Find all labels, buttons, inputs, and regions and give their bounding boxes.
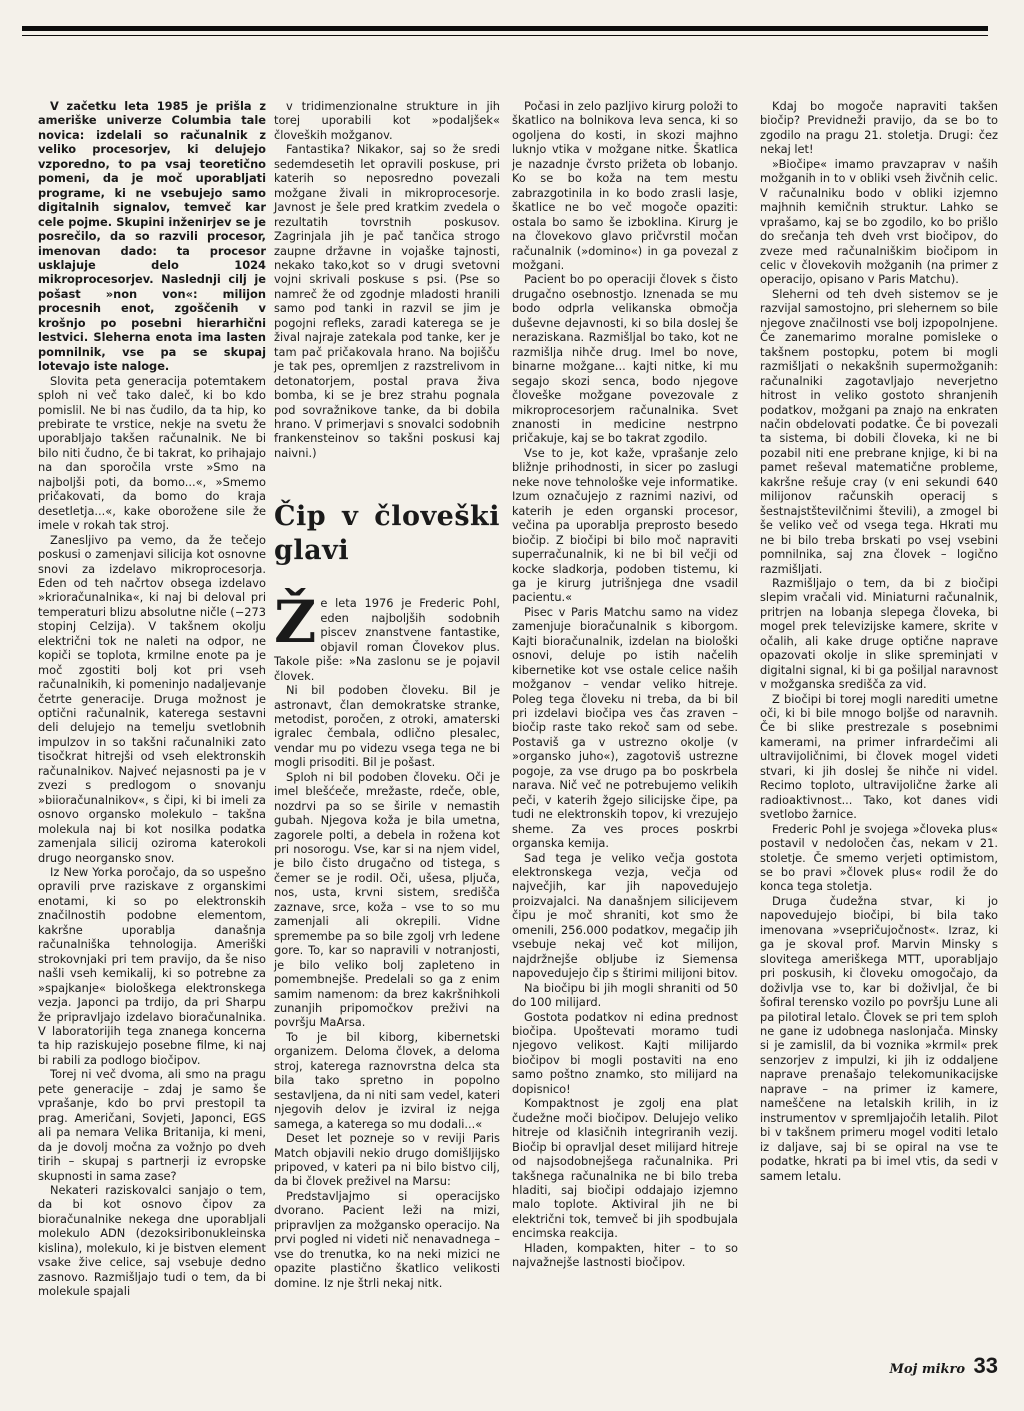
paragraph: Torej ni več dvoma, ali smo na pragu pete generacije – zdaj je samo še vprašanje, kdo bo prvi prestopil ta prag. Američani, Sovjeti, Japonci, EGS ali pa nemara Velika Britanija, ki meni, da je dovolj močna za vožnjo po dveh tirih – skupaj s partnerji iz evropske skupnosti in sama zase?	[38, 1067, 266, 1183]
paragraph: Predstavljajmo si operacijsko dvorano. Pacient leži na mizi, pripravljen za možgansko operacijo. Na prvi pogled ni videti nič nenavadnega – vse do trenutka, ko na neki mizici ne opazite plastično škatlico velikosti domine. Iz nje štrli nekaj nitk.	[274, 1188, 500, 1290]
section-heading: Čip v človeški glavi	[274, 501, 500, 567]
paragraph: Pisec v Paris Matchu samo na videz zamenjuje bioračunalnik s kiborgom. Kajti bioračunalnik, izdelan na biološki osnovi, deluje po istih načelih kibernetike kot vse ostale celice naših možganov – vendar veliko hitreje. Poleg tega človeku ni treba, da bi bil pri izdelavi biočipa ves čas zraven – biočip raste tako rekoč sam od sebe. Postaviš ga v ustrezno okolje (v »organsko juho«), zagotoviš ustrezne pogoje, za vse drugo pa bo poskrbela narava. Nič več ne potrebujemo velikih peči, v katerih žgejo silicijske čipe, pa tudi ne elektronskih topov, ki vrezujejo sheme. Za ves proces poskrbi organska kemija.	[512, 604, 738, 851]
paragraph: Sad tega je veliko večja gostota elektronskega vezja, večja od največjih, kar jih napovedujejo proizvajalci. Na današnjem silicijevem čipu je moč shraniti, kot smo že omenili, 256.000 podatkov, megačip jih vsebuje nekaj več kot milijon, najdržnejše obljube iz Siemensa napovedujejo čip s štirimi milijoni bitov.	[512, 850, 738, 981]
paragraph: Vse to je, kot kaže, vprašanje zelo bližnje prihodnosti, in sicer po zaslugi neke nove tehnološke veje informatike. Izum označujejo z raznimi nazivi, od katerih je eden organski procesor, večina pa uporablja preprosto besedo biočip. Z biočipi bi bilo moč napraviti superračunalnik, ki ne bi bil večji od kocke sladkorja, podoben tistemu, ki ga je kirurg jutrišnjega dne vsadil pacientu.«	[512, 445, 738, 605]
page-number: 33	[973, 1353, 998, 1378]
paragraph: Deset let pozneje so v reviji Paris Match objavili nekio drugo domišljijsko pripoved, v kateri pa ni bilo bistvo cilj, da bi človek preživel na Marsu:	[274, 1131, 500, 1189]
paragraph: Nekateri raziskovalci sanjajo o tem, da bi kot osnovo čipov za bioračunalnike nekega dne uporabljali molekulo ADN (dezoksiribonukleinska kislina), molekulo, ki je bistven element vsake žive celice, saj vsebuje dedno zasnovo. Razmišljajo tudi o tem, da bi molekule spajali	[38, 1182, 266, 1299]
paragraph: Razmišljajo o tem, da bi z biočipi slepim vračali vid. Miniaturni računalnik, pritrjen na lobanja slepega človeka, bi mogel prek televizijske kamere, skrite v očalih, ali kake druge optične naprave opazovati okolje in slike spreminjati v digitalni signal, ki bi ga pošiljal naravnost v možganska središča za vid.	[760, 575, 998, 692]
paragraph: Frederic Pohl je svojega »človeka plus« postavil v nedoločen čas, nekam v 21. stoletje. Če smemo verjeti optimistom, se bo pravi »človek plus« rodil že do konca tega stoletja.	[760, 821, 998, 894]
lead-paragraph: V začetku leta 1985 je prišla z ameriške univerze Columbia tale novica: izdelali so računalnik z veliko procesorjev, ki delujejo vzporedno, to pa vsaj teoretično pomeni, da je moč uporabljati programe, ki ne vsebujejo samo digitalnih signalov, temveč kar cele pojme. Skupini inženirjev se je posrečilo, da so razvili procesor, imenovan dado: ta procesor usklajuje delo 1024 mikroprocesorjev. Naslednji cilj je pošast »non von«: milijon procesnih enot, zgoščenih v krošnjo po posebni hierarhični lestvici. Sleherna enota ima lasten pomnilnik, vse pa se skupaj lotevajo iste naloge.	[38, 99, 266, 374]
paragraph: Kompaktnost je zgolj ena plat čudežne moči biočipov. Delujejo veliko hitreje od klasičnih integriranih vezij. Biočip bi opravljal deset milijard hitreje od najsodobnejšega računalnika. Pri takšnega računalnika ne bi bilo treba hladiti, saj biočipi oddajajo izjemno malo toplote. Aktiviral jih ne bi električni tok, temveč bi jih spodbujala encimska reakcija.	[512, 1096, 738, 1241]
top-rule-thin	[22, 35, 988, 36]
paragraph: Fantastika? Nikakor, saj so že sredi sedemdesetih let opravili poskuse, pri katerih so neposredno povezali možgane živali in mikroprocesorje. Javnost je šele pred kratkim zvedela o rezultatih tovrstnih poskusov. Zagrinjala jih je pač tančica strogo zaupne državne in vojaške tajnosti, nekako tako,kot so v drugi svetovni vojni skrivali poskuse s psi. (Pse so namreč že od zgodnje mladosti hranili samo pod tanki in razvil se jim je pogojni refleks, zaradi katerega se je žival najraje zatekala pod tanke, ker je tam pač pričakovala hrano. Na bojišču je tak pes, opremljen z razstrelivom in detonatorjem, postal prava živa bomba, ki se je brez strahu pognala pod sovražnikove tanke, da bi dobila hrano. V primerjavi s snovalci sodobnih frankensteinov so takšni poskusi kaj naivni.)	[274, 142, 500, 460]
paragraph: Ni bil podoben človeku. Bil je astronavt, član demokratske stranke, metodist, poročen, z otroki, amaterski igralec čembala, odlično plesalec, vendar mu po videzu vsega tega ne bi mogli prisoditi. Bil je pošast.	[274, 683, 500, 770]
paragraph: v tridimenzionalne strukture in jih torej uporabili kot »podaljšek« človeških možganov.	[274, 99, 500, 142]
paragraph: Pacient bo po operaciji človek s čisto drugačno osebnostjo. Iznenada se mu bodo odprla velikanska območja duševne dejavnosti, ki so bila doslej še neraziskana. Razmišljal bo tako, kot ne razmišlja nihče drug. Imel bo nove, binarne možgane... kajti nitke, ki mu segajo skozi senca, bodo njegove človeške možgane povezovale z mikroprocesorjem računalnika. Svet znanosti in medicine nestrpno pričakuje, kaj se bo takrat zgodilo.	[512, 272, 738, 446]
column-1	[38, 99, 266, 1299]
paragraph: Iz New Yorka poročajo, da so uspešno opravili prve raziskave z organskimi enotami, ki so po elektronskih značilnostih podobne elementom, kakršne uporablja današnja računalniška tehnologija. Ameriški strokovnjaki pri tem pravijo, da še niso našli vseh kemikalij, ki so potrebne za »spajkanje« biološkega elektronskega vezja. Japonci pa trdijo, da pri Sharpu že pripravljajo izdelavo bioračunalnika. V laboratorijih tega znanega koncerna ta hip raziskujejo posebne filme, ki naj bi rabili za podlogo biočipov.	[38, 865, 266, 1067]
paragraph: Kdaj bo mogoče napraviti takšen biočip? Previdneži pravijo, da se bo to zgodilo na pragu 21. stoletja. Drugi: čez nekaj let!	[760, 99, 998, 157]
page-footer	[890, 1353, 998, 1379]
paragraph: To je bil kiborg, kibernetski organizem. Deloma človek, a deloma stroj, katerega raznovrstna delca sta bila tako spretno in popolno sestavljena, da ni niti sam vedel, kateri njegovih delov je izviral iz nejga samega, a katerega so mu dodali...«	[274, 1029, 500, 1131]
paragraph: Sleherni od teh dveh sistemov se je razvijal samostojno, pri slehernem so bile njegove značilnosti vse bolj izpopolnjene. Če zanemarimo moralne pomisleke o takšnem postopku, potem bi mogli razmišljati o nekakšnih supermožganih: računalniki zagotavljajo neverjetno hitrost in veliko gostoto shranjenih podatkov, možgani pa znajo na enkraten način obdelovati podatke. Če bi povezali ta sistema, bi dobili človeka, ki ne bi pozabil niti ene prebrane knjige, ki bi na pamet reševal matematične probleme, kakršne rešuje cray (v eni sekundi 640 milijonov računskih operacij s šestnajstštevilčnimi števili), a zmogel bi še veliko več od vsega tega. Hkrati mu ne bi bilo treba brskati po vsej vsebini pomnilnika, saj zna človek – logično razmišljati.	[760, 286, 998, 576]
dropcap-paragraph	[274, 588, 500, 683]
paragraph: Sploh ni bil podoben človeku. Oči je imel blešćeče, mrežaste, rdeče, oble, nozdrvi pa so se širile v nemastih gubah. Njegova koža je bila umetna, zagorele polti, a debela in rožena kot pri nosorogu. Vse, kar si na njem videl, je bilo čisto drugačno od tistega, s čemer se je rodil. Oči, ušesa, pljuča, nos, usta, krvni sistem, središča zaznave, srce, koža – vse to so mu zamenjali ali okrepili. Vidne spremembe pa so bile zgolj vrh ledene gore. To, kar so napravili v notranjosti, je bilo veliko bolj zapleteno in pomembnejše. Predelali so ga z enim samim namenom: da brez kakršnihkoli zunanjih pripomočkov preživi na površju MaArsa.	[274, 769, 500, 1030]
top-rule	[22, 26, 988, 31]
dropcap-letter: Ž	[274, 588, 317, 657]
magazine-name: Moj mikro	[889, 1362, 966, 1377]
paragraph: Počasi in zelo pazljivo kirurg položi to škatlico na bolnikova leva senca, ki so ogoljena do kosti, in skozi majhno luknjo vtika v možgane nitke. Škatlica je nazadnje čvrsto prižeta ob lobanjo. Ko se bo koža na tem mestu zabrazgotinila in ko bodo zrasli lasje, škatlice ne bo več mogoče opaziti: ostala bo samo še izboklina. Kirurg je na človekovo glavo pričvrstil močan računalnik (»domino«) in ga povezal z možgani.	[512, 99, 738, 272]
paragraph: Slovita peta generacija potemtakem sploh ni več tako daleč, ki bo kdo pomislil. Ne bi nas čudilo, da ta hip, ko prebirate te vrstice, nekje na svetu že uporabljajo takšen računalnik. Ne bi bilo niti čudno, če bi takrat, ko prihajajo na dan sporočila vrste »Smo na najboljši poti, da bomo...«, »Smemo pričakovati, da bomo do kraja desetletja...«, kake oborožene sile že imele v rokah tak stroj.	[38, 373, 266, 533]
column-3	[512, 99, 738, 1270]
column-4	[760, 99, 998, 1183]
paragraph: Gostota podatkov ni edina prednost biočipa. Upoštevati moramo tudi njegovo velikost. Kajti milijardo biočipov bi mogli postaviti na eno samo poštno znamko, sto milijard na dopisnico!	[512, 1009, 738, 1096]
paragraph: Z biočipi bi torej mogli narediti umetne oči, ki bi bile mnogo boljše od naravnih. Če bi slike prestrezale s posebnimi kamerami, na primer infrardečimi ali ultravijoličnimi, bi človek mogel videti stvari, ki jih doslej še nihče ni videl. Recimo toploto, ultravijolične žarke ali radioaktivnost... Tako, kot danes vidi svetlobo žarnice.	[760, 691, 998, 822]
paragraph: Druga čudežna stvar, ki jo napovedujejo biočipi, bi bila tako imenovana »vsepričujočnost«. Izraz, ki ga je skoval prof. Marvin Minsky s slovitega ameriškega MTT, uporabljajo pri poskusih, ki človeku omogočajo, da doživlja vse to, kar bi doživljal, če bi šofiral terensko vozilo po površju Lune ali pa pilotiral letalo. Človek se pri tem sploh ne gane iz udobnega naslonjača. Minsky si je zamislil, da bi voznika »krmil« prek senzorjev z impulzi, ki jih iz oddaljene naprave prenašajo telekomunikacijske naprave – na primer iz kamere, nameščene na letalskih krilih, in iz instrumentov v spremljajočih letalih. Pilot bi v takšnem primeru mogel voditi letalo iz daljave, saj bi se opiral na vse te podatke, hkrati pa bi imel vtis, da sedi v samem letalu.	[760, 893, 998, 1183]
column-2	[274, 99, 500, 1290]
paragraph: Na biočipu bi jih mogli shraniti od 50 do 100 milijard.	[512, 980, 738, 1010]
paragraph: e leta 1976 je Frederic Pohl, eden najboljših sodobnih piscev znanstvene fantastike, objavil roman Človekov plus. Takole piše: »Na zaslonu se je pojavil človek.	[274, 596, 500, 683]
paragraph: Zanesljivo pa vemo, da že tečejo poskusi o zamenjavi silicija kot osnovne snovi za izdelavo mikroprocesorja. Eden od teh načrtov obsega izdelavo »krioračunalnika«, ki naj bi deloval pri temperaturi blizu absolutne ničle (−273 stopinj Celzija). V takšnem okolju električni tok ne naleti na odpor, ne kopiči se toplota, krmilne enote pa je moč zgostiti bolj kot pri vseh računalnikih, ki pomeninjo nadaljevanje četrte generacije. Druga možnost je optični računalnik, katerega sestavni deli delujejo na temelju svetlobnih impulzov in so takšni računalniki zato tisočkrat hitrejši od vseh elektronskih računalnikov. Najveć nejasnosti pa je v zvezi s predlogom o snovanju »biioračunalnikov«, s čipi, ki bi imeli za osnovo organsko molekulo – takšna molekula naj bi kot nosilka podatka zamenjala silicij oziroma katerokoli drugo neorgansko snov.	[38, 532, 266, 865]
paragraph: »Biočipe« imamo pravzaprav v naših možganih in to v obliki vseh živčnih celic. V računalniku bodo v obliki izjemno majhnih kemičnih struktur. Lahko se vprašamo, kaj se bo zgodilo, ko bo prišlo do srečanja teh dveh vrst biočipov, do zveze med računalniškim biočipom in celic v človekovih možganih (na primer z operacijo, opisano v Paris Matchu).	[760, 156, 998, 287]
paragraph: Hladen, kompakten, hiter – to so najvažnejše lastnosti biočipov.	[512, 1240, 738, 1270]
